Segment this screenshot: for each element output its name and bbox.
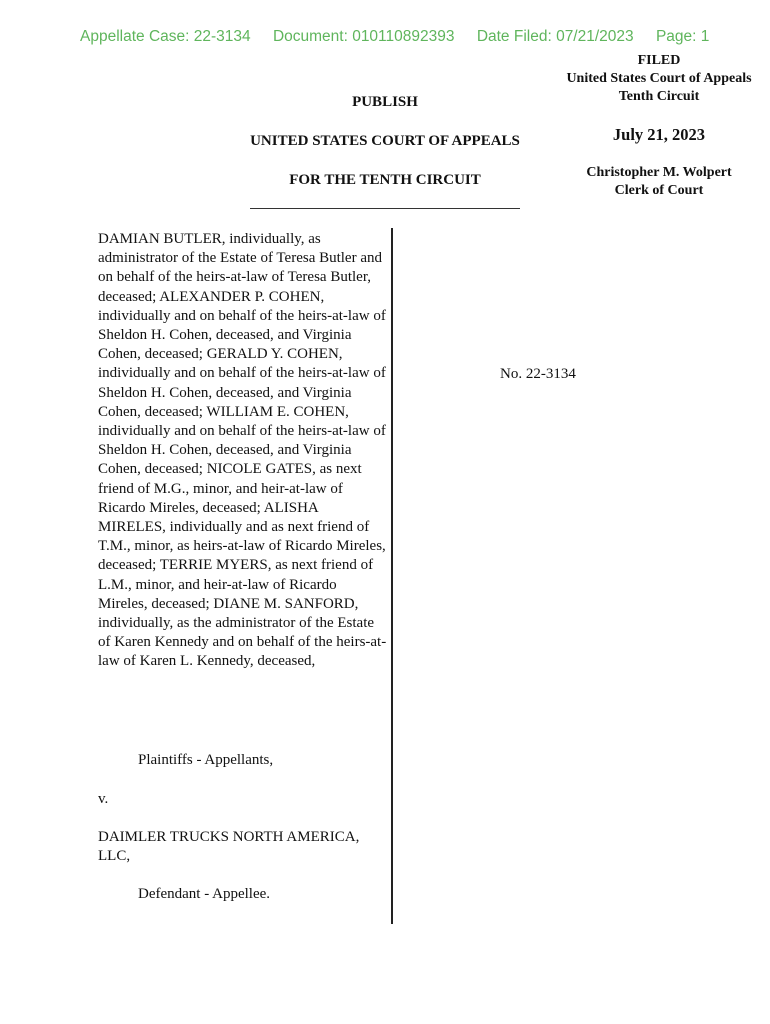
plaintiffs-role: Plaintiffs - Appellants, <box>138 752 274 768</box>
filed-block <box>548 52 770 200</box>
page-number-stamp: Page: 1 <box>655 28 710 45</box>
defendant-role: Defendant - Appellee. <box>138 886 271 902</box>
clerk-name: Christopher M. Wolpert <box>586 165 732 180</box>
clerk-title: Clerk of Court <box>614 183 704 198</box>
caption-rule <box>250 208 520 209</box>
circuit-heading: FOR THE TENTH CIRCUIT <box>289 172 481 188</box>
defendant-name: DAIMLER TRUCKS NORTH AMERICA, LLC, <box>98 829 360 865</box>
header-stamp <box>80 28 727 46</box>
publish-heading: PUBLISH <box>352 94 418 110</box>
versus: v. <box>98 791 109 807</box>
filed-court: United States Court of Appeals <box>566 71 752 86</box>
case-number-stamp: Appellate Case: 22-3134 <box>80 28 251 45</box>
filed-label: FILED <box>637 53 681 68</box>
date-filed-stamp: Date Filed: 07/21/2023 <box>476 28 634 45</box>
filed-circuit: Tenth Circuit <box>618 89 700 104</box>
caption-divider <box>391 228 393 924</box>
case-number: No. 22-3134 <box>500 366 576 382</box>
court-heading: UNITED STATES COURT OF APPEALS <box>250 133 520 149</box>
document-number-stamp: Document: 010110892393 <box>272 28 455 45</box>
filed-date: July 21, 2023 <box>612 125 706 144</box>
plaintiffs-text: DAMIAN BUTLER, individually, as administrator of the Estate of Teresa Butler and on behalf of the heirs-at-law of Teresa Butler, deceased; ALEXANDER P. COHEN, individually and on behalf of the heirs-at-law of Sheldon H. Cohen, deceased, and Virginia Cohen, deceased; GERALD Y. COHEN, individually and on behalf of the heirs-at-law of Sheldon H. Cohen, deceased, and Virginia Cohen, deceased; WILLIAM E. COHEN, individually and on behalf of the heirs-at-law of Sheldon H. Cohen, deceased, and Virginia Cohen, deceased; NICOLE GATES, as next friend of M.G., minor, and heir-at-law of Ricardo Mireles, deceased; ALISHA MIRELES, individually and as next friend of T.M., minor, as heirs-at-law of Ricardo Mireles, deceased; TERRIE MYERS, as next friend of L.M., minor, and heir-at-law of Ricardo Mireles, deceased; DIANE M. SANFORD, individually, as the administrator of the Estate of Karen Kennedy and on behalf of the heirs-at-law of Karen L. Kennedy, deceased, <box>98 231 387 670</box>
